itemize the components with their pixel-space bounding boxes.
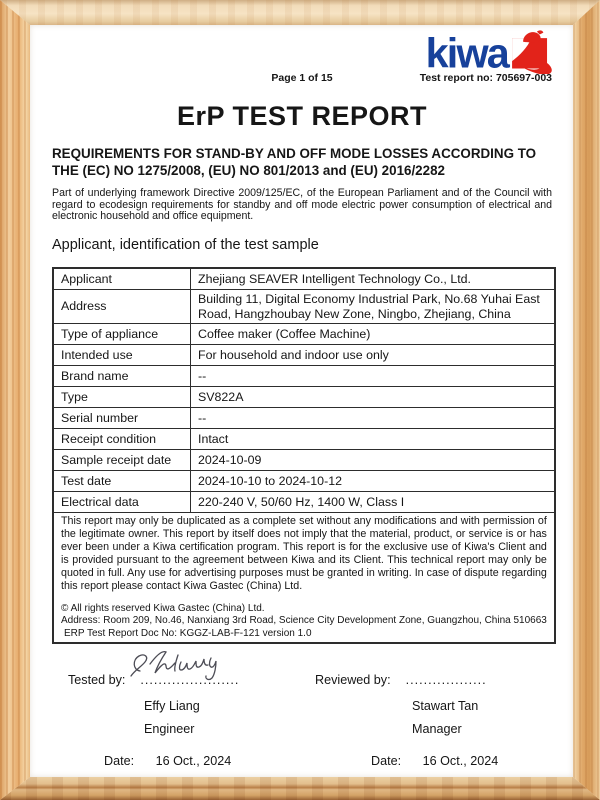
- reviewed-date-value: 16 Oct., 2024: [422, 754, 499, 768]
- row-label: Serial number: [53, 408, 191, 429]
- report-number: Test report no: 705697-003: [419, 72, 552, 84]
- reviewed-by-column: [315, 673, 555, 768]
- kiwa-logo: [424, 28, 556, 74]
- kiwa-logo-icon: [424, 28, 556, 74]
- reviewed-by-dotted-line: ..................: [405, 673, 487, 687]
- table-row: [53, 366, 555, 387]
- table-row: [53, 429, 555, 450]
- section-heading: Applicant, identification of the test sample: [52, 237, 319, 253]
- date-label: Date:: [104, 754, 135, 768]
- copyright-line: © All rights reserved Kiwa Gastec (China) Ltd.: [61, 602, 265, 614]
- row-value: For household and indoor use only: [191, 345, 555, 366]
- wood-frame-right: [573, 0, 600, 800]
- table-row: [53, 387, 555, 408]
- row-label: Test date: [53, 471, 191, 492]
- report-page: [30, 25, 573, 777]
- date-label: Date:: [371, 754, 402, 768]
- lab-address-line: Address: Room 209, No.46, Nanxiang 3rd Road, Science City Development Zone, Guangzhou, China 510663: [61, 615, 547, 627]
- tester-name: Effy Liang: [144, 699, 200, 713]
- row-value: --: [191, 408, 555, 429]
- note-cell: [53, 513, 555, 644]
- table-row: [53, 471, 555, 492]
- tested-by-column: [68, 673, 308, 768]
- wood-frame-top: [0, 0, 600, 25]
- report-title: ErP TEST REPORT: [176, 101, 428, 131]
- row-value: 2024-10-09: [191, 450, 555, 471]
- row-value: SV822A: [191, 387, 555, 408]
- tester-title: Engineer: [144, 722, 195, 736]
- lab-footer: [61, 603, 547, 641]
- table-row: [53, 290, 555, 324]
- table-row: [53, 450, 555, 471]
- table-row: [53, 345, 555, 366]
- wood-frame-bottom: [0, 777, 600, 800]
- table-row: [53, 408, 555, 429]
- reviewed-date-row: [371, 754, 555, 768]
- wood-frame-left: [0, 0, 30, 800]
- row-value: 2024-10-10 to 2024-10-12: [191, 471, 555, 492]
- tested-by-dotted-line: ......................: [140, 673, 240, 687]
- header-row: [52, 72, 552, 87]
- handwritten-signature-icon: [126, 647, 222, 681]
- table-row: [53, 492, 555, 513]
- row-label: Sample receipt date: [53, 450, 191, 471]
- row-value: Intact: [191, 429, 555, 450]
- sample-identification-table: [52, 267, 556, 644]
- svg-text:kiwa: kiwa: [425, 30, 508, 74]
- tested-by-label: Tested by:: [68, 673, 126, 687]
- row-label: Electrical data: [53, 492, 191, 513]
- reviewer-name: Stawart Tan: [412, 699, 479, 713]
- report-content: [52, 25, 552, 777]
- table-row: [53, 268, 555, 290]
- row-label: Applicant: [53, 268, 191, 290]
- row-label: Type: [53, 387, 191, 408]
- reviewed-by-label: Reviewed by:: [315, 673, 391, 687]
- table-note-row: [53, 513, 555, 644]
- row-value: Zhejiang SEAVER Intelligent Technology Co., Ltd.: [191, 268, 555, 290]
- tested-date-row: [104, 754, 308, 768]
- tested-by-line: [68, 673, 308, 691]
- row-value: --: [191, 366, 555, 387]
- row-value: 220-240 V, 50/60 Hz, 1400 W, Class I: [191, 492, 555, 513]
- row-label: Intended use: [53, 345, 191, 366]
- row-label: Brand name: [53, 366, 191, 387]
- reviewed-by-line: [315, 673, 555, 691]
- table-row: [53, 324, 555, 345]
- duplication-disclaimer: This report may only be duplicated as a complete set without any modifications and with permission of the legitimate owner. This report by itself does not imply that the material, product, or service is or has ever been under a Kiwa certification program. This report is for the exclusive use of Kiwa's Client and is provided pursuant to the agreement between Kiwa and its Client. This technical report may only be quoted in full. Any use for advertising purposes must be granted in writing. In case of dispute regarding this report please contact Kiwa Gastec (China) Ltd.: [61, 515, 547, 593]
- row-label: Type of appliance: [53, 324, 191, 345]
- doc-number-line: ERP Test Report Doc No: KGGZ-LAB-F-121 version 1.0: [64, 627, 312, 639]
- framework-intro: Part of underlying framework Directive 2009/125/EC, of the European Parliament and of the Council with regard to ecodesign requirements for standby and off mode electric power consumption of electrical and electronic household and office equipment.: [52, 187, 552, 223]
- row-value: Building 11, Digital Economy Industrial Park, No.68 Yuhai East Road, Hangzhoubay New Zone, Ningbo, Zhejiang, China: [191, 290, 555, 324]
- row-label: Receipt condition: [53, 429, 191, 450]
- row-label: Address: [53, 290, 191, 324]
- page-indicator: Page 1 of 15: [271, 72, 333, 84]
- report-subtitle: REQUIREMENTS FOR STAND-BY AND OFF MODE LOSSES ACCORDING TO THE (EC) NO 1275/2008, (EU) NO 801/2013 and (EU) 2016/2282: [52, 146, 537, 178]
- tested-date-value: 16 Oct., 2024: [155, 754, 232, 768]
- reviewer-title: Manager: [412, 722, 462, 736]
- row-value: Coffee maker (Coffee Machine): [191, 324, 555, 345]
